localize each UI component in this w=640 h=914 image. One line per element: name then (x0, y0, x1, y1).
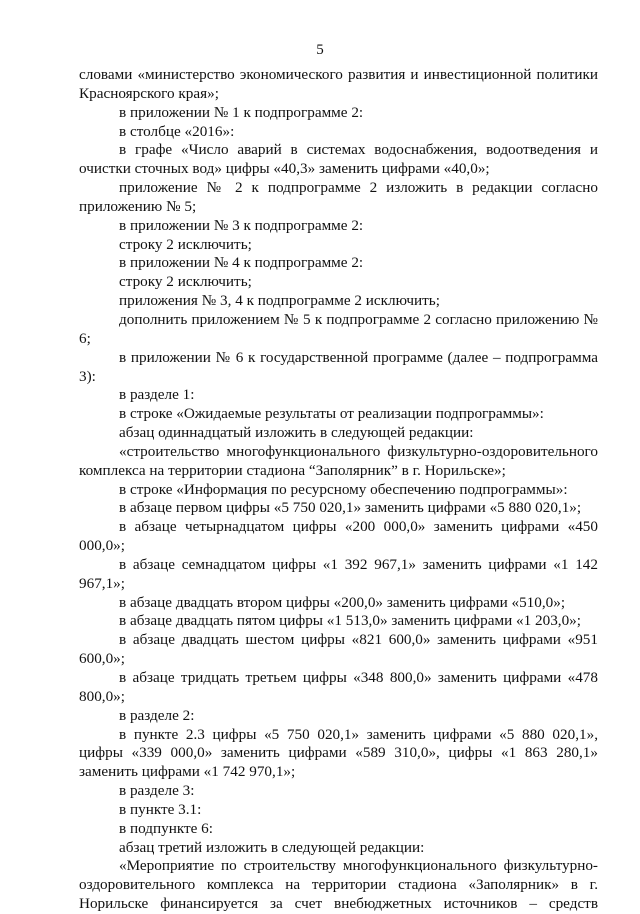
paragraph: строку 2 исключить; (119, 273, 252, 291)
paragraph: в приложении № 6 к государственной программе (далее – подпрограмма 3): (79, 348, 598, 385)
paragraph: в столбце «2016»: (119, 122, 235, 140)
paragraph: в абзаце первом цифры «5 750 020,1» заменить цифрами «5 880 020,1»; (119, 499, 582, 517)
paragraph: приложение № 2 к подпрограмме 2 изложить в редакции согласно приложению № 5; (79, 179, 598, 215)
paragraph: в разделе 3: (119, 782, 195, 800)
paragraph: строку 2 исключить; (119, 235, 252, 253)
paragraph: в разделе 2: (119, 706, 195, 724)
paragraph: в пункте 3.1: (119, 800, 202, 818)
document-body (79, 66, 598, 914)
paragraph: в абзаце семнадцатом цифры «1 392 967,1» заменить цифрами «1 142 967,1»; (79, 555, 598, 592)
paragraph: в подпункте 6: (119, 819, 213, 837)
paragraph: в пункте 2.3 цифры «5 750 020,1» заменить цифрами «5 880 020,1», цифры «339 000,0» заменить цифрами «589 310,0», цифры «1 863 280,1» заменить цифрами «1 742 970,1»; (79, 725, 598, 781)
paragraph: в приложении № 4 к подпрограмме 2: (119, 254, 364, 272)
paragraph: дополнить приложением № 5 к подпрограмме 2 согласно приложению № 6; (79, 310, 598, 347)
paragraph: «строительство многофункционального физкультурно-оздоровительного комплекса на территории стадиона “Заполярник” в г. Норильске»; (79, 442, 598, 479)
paragraph: в абзаце двадцать пятом цифры «1 513,0» заменить цифрами «1 203,0»; (119, 612, 581, 630)
paragraph: в абзаце четырнадцатом цифры «200 000,0» заменить цифрами «450 000,0»; (79, 518, 598, 555)
paragraph: в абзаце двадцать втором цифры «200,0» заменить цифрами «510,0»; (119, 593, 566, 611)
paragraph: приложения № 3, 4 к подпрограмме 2 исключить; (119, 292, 440, 310)
paragraph: в графе «Число аварий в системах водоснабжения, водоотведения и очистки сточных вод» цифры «40,3» заменить цифрами «40,0»; (79, 141, 598, 178)
paragraph: словами «министерство экономического развития и инвестиционной политики Красноярского края»; (79, 66, 598, 102)
paragraph: в абзаце двадцать шестом цифры «821 600,0» заменить цифрами «951 600,0»; (79, 631, 598, 668)
page-number: 5 (316, 42, 324, 58)
paragraph: абзац третий изложить в следующей редакции: (119, 838, 425, 856)
paragraph: абзац одиннадцатый изложить в следующей редакции: (119, 424, 474, 442)
paragraph: в абзаце тридцать третьем цифры «348 800,0» заменить цифрами «478 800,0»; (79, 669, 598, 705)
paragraph: в приложении № 3 к подпрограмме 2: (119, 216, 364, 234)
paragraph: в строке «Ожидаемые результаты от реализации подпрограммы»: (119, 405, 544, 423)
paragraph: «Мероприятие по строительству многофункционального физкультурно-оздоровительного комплекса на территории стадиона «Заполярник» в г. Норильске финансируется за счет внебюджетных источников – средств (79, 857, 598, 913)
paragraph: в приложении № 1 к подпрограмме 2: (119, 103, 364, 121)
paragraph: в разделе 1: (119, 386, 195, 404)
paragraph: в строке «Информация по ресурсному обеспечению подпрограммы»: (119, 480, 568, 498)
